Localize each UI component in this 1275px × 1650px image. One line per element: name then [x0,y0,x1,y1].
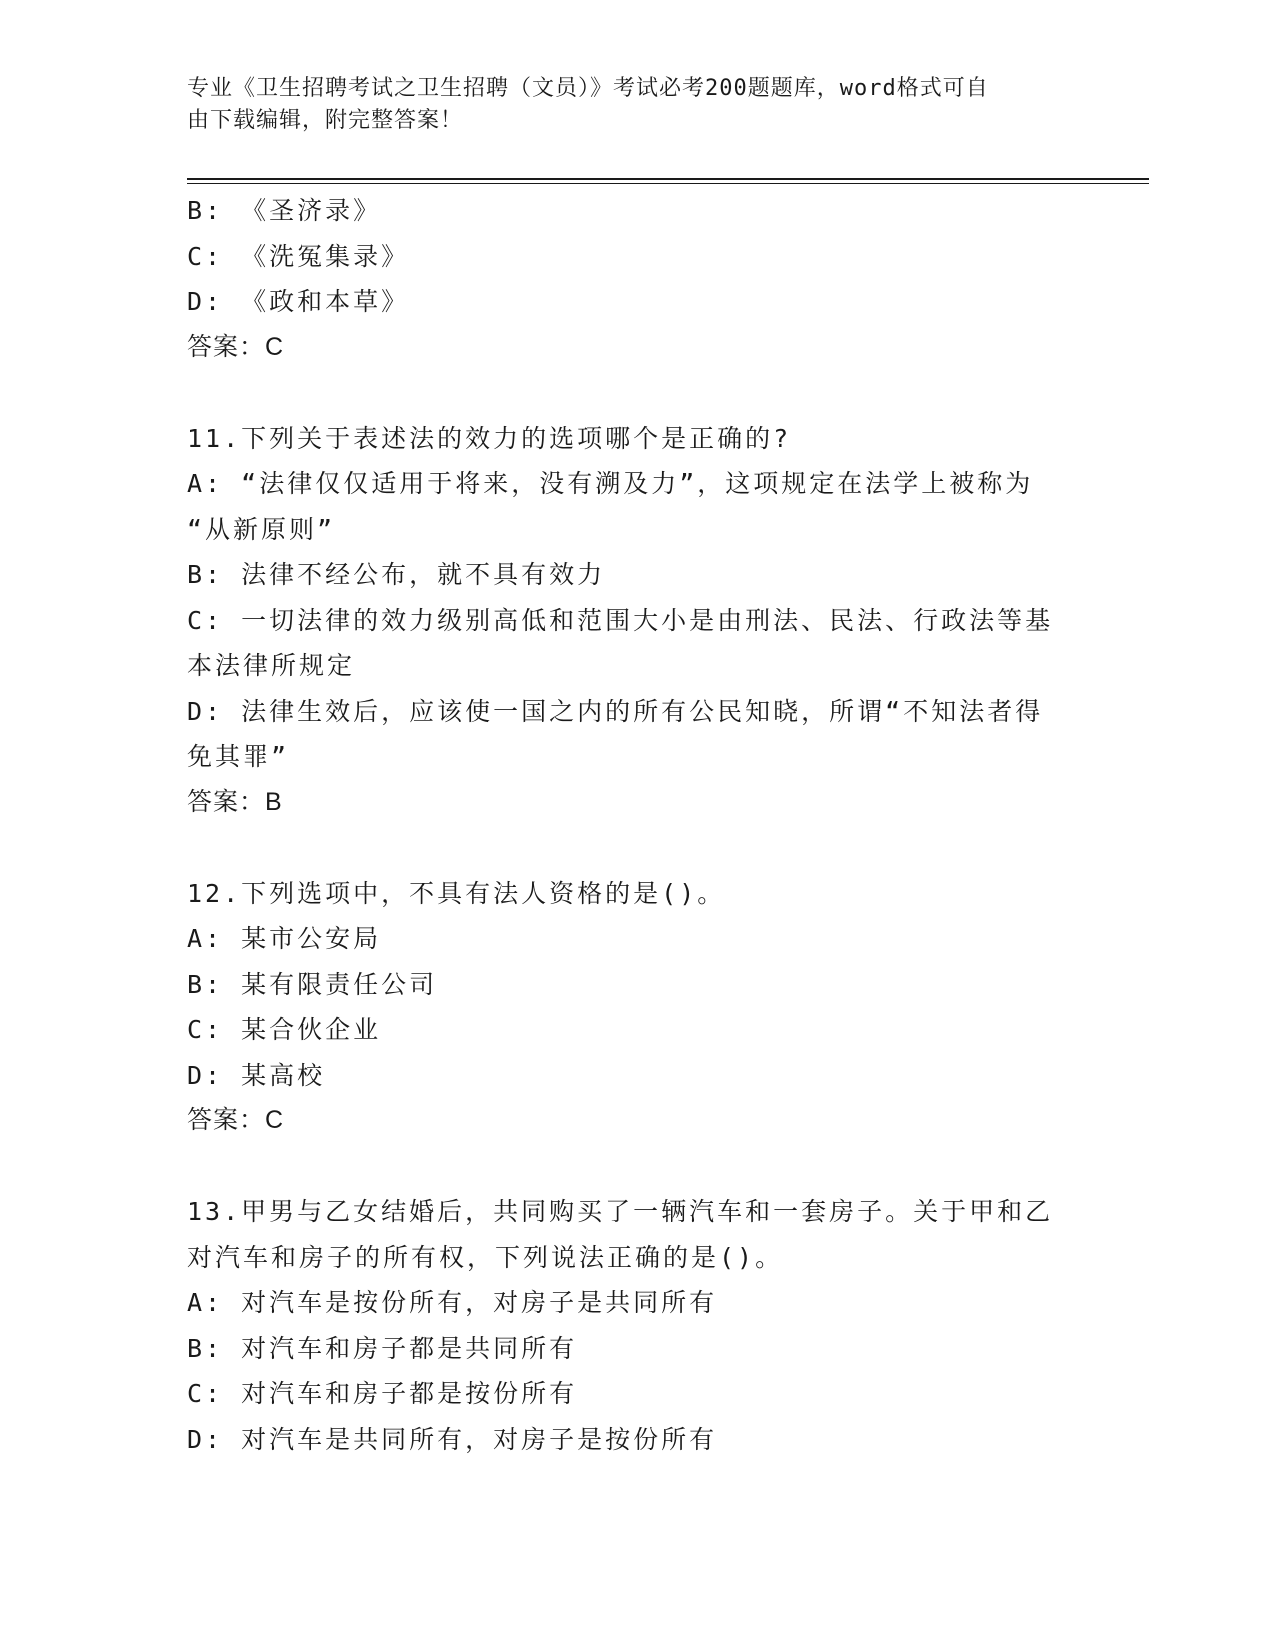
header-rule-thin [187,183,1149,184]
option-d: D: 《政和本草》 [187,287,410,316]
header-rule-thick [187,178,1149,180]
document-header [187,73,1067,137]
option-a: A: 对汽车是按份所有，对房子是共同所有 [187,1288,718,1317]
question-text: 11.下列关于表述法的效力的选项哪个是正确的? [187,423,792,453]
answer: 答案：C [187,1106,285,1134]
question-10-tail [187,188,1087,370]
option-b: B: 《圣济录》 [187,196,382,225]
option-a: A: 某市公安局 [187,924,382,953]
spacer [187,370,1087,416]
option-d: D: 对汽车是共同所有，对房子是按份所有 [187,1424,718,1454]
question-11 [187,416,1087,826]
question-text: 12.下列选项中，不具有法人资格的是()。 [187,878,726,908]
option-b: B: 对汽车和房子都是共同所有 [187,1333,578,1363]
question-13 [187,1189,1087,1462]
option-c: C: 一切法律的效力级别高低和范围大小是由刑法、民法、行政法等基 [187,605,1054,635]
header-line-2: 由下载编辑，附完整答案！ [187,108,464,133]
answer: 答案：B [187,787,283,816]
question-text: 13.甲男与乙女结婚后，共同购买了一辆汽车和一套房子。关于甲和乙 [187,1197,1054,1226]
spacer [187,1144,1087,1190]
option-c: C: 某合伙企业 [187,1015,382,1044]
option-b: B: 某有限责任公司 [187,969,438,999]
question-list [187,188,1087,1462]
answer: 答案：C [187,332,285,361]
header-line-1: 专业《卫生招聘考试之卫生招聘（文员）》考试必考200题题库，word格式可自 [187,76,989,101]
option-d: D: 法律生效后，应该使一国之内的所有公民知晓，所谓“不知法者得 [187,696,1044,726]
option-a-continued: “从新原则” [187,514,336,544]
option-c-continued: 本法律所规定 [187,651,356,680]
option-a: A: “法律仅仅适用于将来，没有溯及力”，这项规定在法学上被称为 [187,469,1034,498]
option-d-continued: 免其罪” [187,742,290,771]
question-text-continued: 对汽车和房子的所有权，下列说法正确的是()。 [187,1242,784,1272]
option-c: C: 对汽车和房子都是按份所有 [187,1379,578,1408]
spacer [187,825,1087,871]
option-d: D: 某高校 [187,1060,326,1090]
question-12 [187,871,1087,1144]
option-c: C: 《洗冤集录》 [187,241,410,271]
option-b: B: 法律不经公布，就不具有效力 [187,560,606,589]
